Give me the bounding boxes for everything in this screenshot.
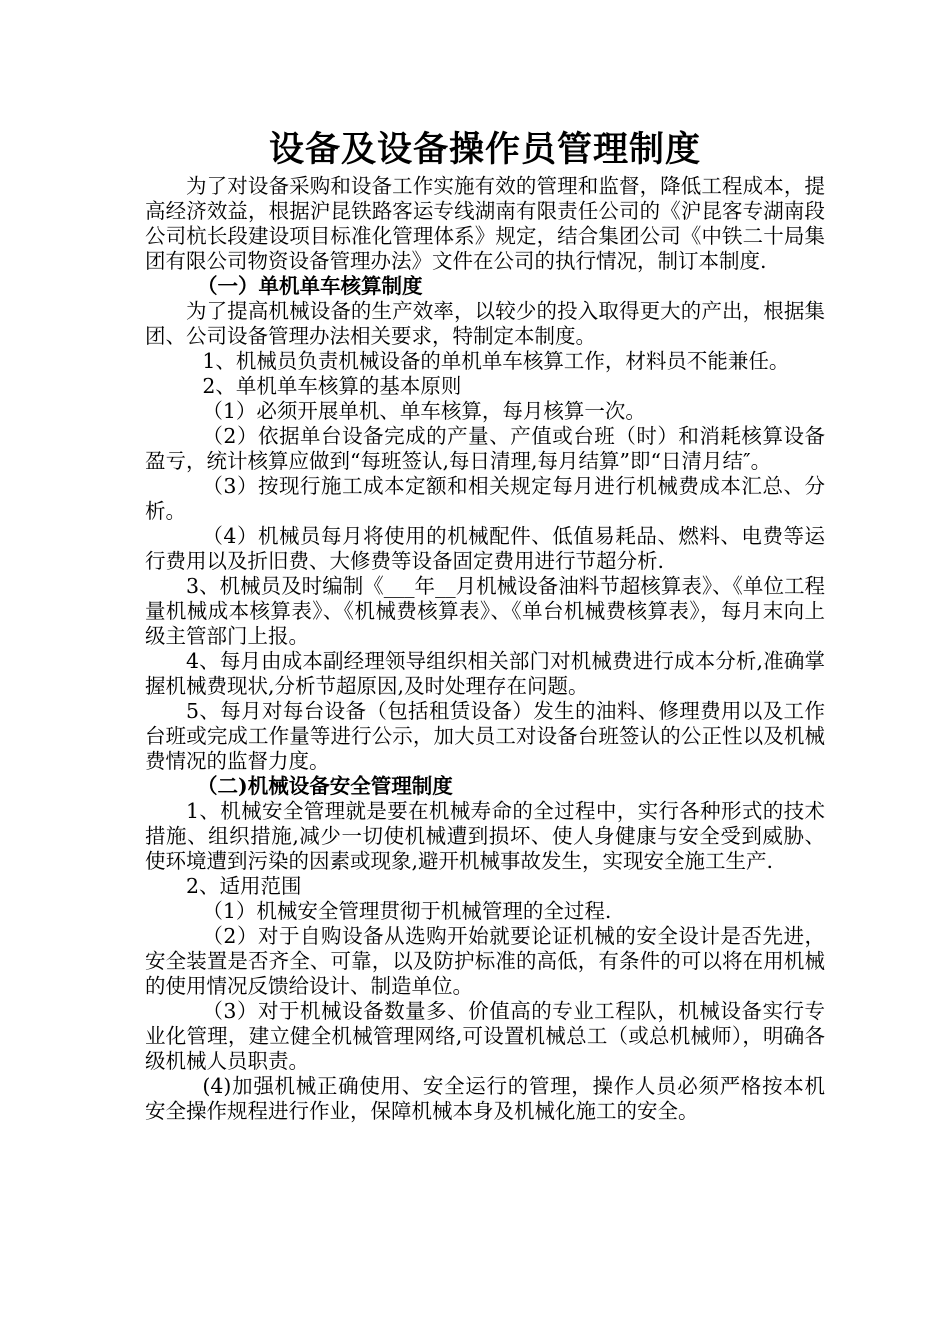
paragraph: 4、每月由成本副经理领导组织相关部门对机械费进行成本分析,准确掌握机械费现状,分析节超原因,及时处理存在问题。	[145, 649, 825, 698]
paragraph: 为了提高机械设备的生产效率，以较少的投入取得更大的产出，根据集团、公司设备管理办法相关要求，特制定本制度。	[145, 299, 825, 348]
paragraph: （3）对于机械设备数量多、价值高的专业工程队，机械设备实行专业化管理，建立健全机械管理网络,可设置机械总工（或总机械师），明确各级机械人员职责。	[145, 999, 825, 1073]
paragraph: （3）按现行施工成本定额和相关规定每月进行机械费成本汇总、分析。	[145, 474, 825, 523]
document-title: 设备及设备操作员管理制度	[268, 129, 701, 170]
paragraph: （2）对于自购设备从选购开始就要论证机械的安全设计是否先进，安全装置是否齐全、可靠，以及防护标准的高低，有条件的可以将在用机械的使用情况反馈给设计、制造单位。	[145, 924, 825, 998]
intro-paragraph: 为了对设备采购和设备工作实施有效的管理和监督，降低工程成本，提高经济效益，根据沪昆铁路客运专线湖南有限责任公司的《沪昆客专湖南段公司杭长段建设项目标准化管理体系》规定，结合集团公司《中铁二十局集团有限公司物资设备管理办法》文件在公司的执行情况，制订本制度.	[145, 174, 825, 273]
paragraph: （1）必须开展单机、单车核算，每月核算一次。	[202, 399, 646, 423]
paragraph: 2、适用范围	[186, 874, 302, 898]
paragraph: （4）机械员每月将使用的机械配件、低值易耗品、燃料、电费等运行费用以及折旧费、大修费等设备固定费用进行节超分析.	[145, 524, 825, 573]
paragraph: 3、机械员及时编制《___年__月机械设备油料节超核算表》、《单位工程量机械成本核算表》、《机械费核算表》、《单台机械费核算表》，每月末向上级主管部门上报。	[145, 574, 825, 648]
paragraph: （1）机械安全管理贯彻于机械管理的全过程.	[202, 899, 612, 923]
document-body	[145, 174, 825, 1124]
paragraph: 5、每月对每台设备（包括租赁设备）发生的油料、修理费用以及工作台班或完成工作量等进行公示，加大员工对设备台班签认的公正性以及机械费情况的监督力度。	[145, 699, 825, 773]
document-page	[145, 128, 825, 1124]
paragraph: 1、机械员负责机械设备的单机单车核算工作，材料员不能兼任。	[202, 349, 790, 373]
paragraph: 2、单机单车核算的基本原则	[202, 374, 462, 398]
section-heading-2: （二)机械设备安全管理制度	[197, 774, 453, 798]
section-heading-1: （一）单机单车核算制度	[197, 274, 423, 298]
paragraph: （2）依据单台设备完成的产量、产值或台班（时）和消耗核算设备盈亏，统计核算应做到“每班签认,每日清理,每月结算”即“日清月结″。	[145, 424, 825, 473]
paragraph: 1、机械安全管理就是要在机械寿命的全过程中，实行各种形式的技术措施、组织措施,减少一切使机械遭到损坏、使人身健康与安全受到威胁、使环境遭到污染的因素或现象,避开机械事故发生，实现安全施工生产.	[145, 799, 825, 873]
paragraph: (4)加强机械正确使用、安全运行的管理，操作人员必须严格按本机安全操作规程进行作业，保障机械本身及机械化施工的安全。	[145, 1074, 825, 1123]
